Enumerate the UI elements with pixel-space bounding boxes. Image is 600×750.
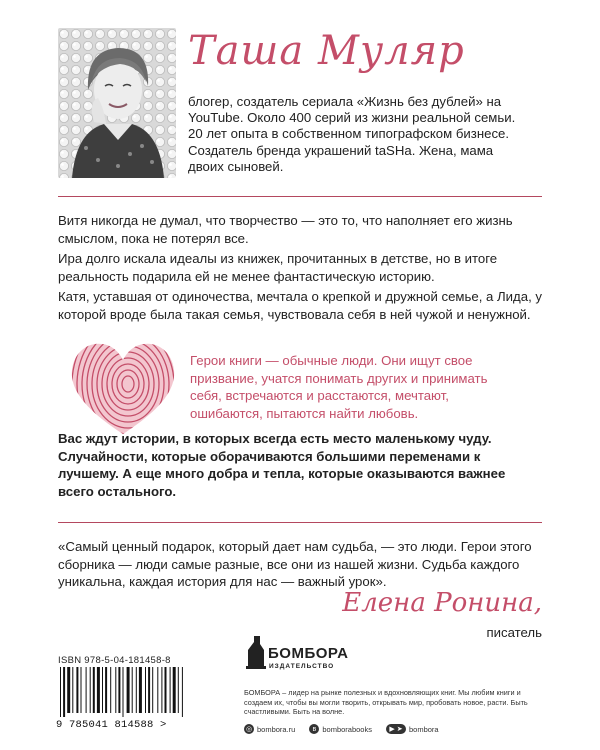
- barcode-bar: [118, 667, 120, 713]
- barcode-bar: [127, 667, 130, 713]
- social-label: bombora: [408, 724, 439, 734]
- social-link-vk[interactable]: [309, 724, 372, 734]
- fingerprint-heart-icon: [66, 338, 180, 440]
- author-name: Таша Муляр: [188, 28, 465, 74]
- social-link-telegram[interactable]: [386, 724, 439, 734]
- barcode-bar: [110, 667, 111, 713]
- barcode-bar: [72, 667, 73, 713]
- barcode-bar: [105, 667, 107, 713]
- highlight-paragraph: Герои книги — обычные люди. Они ищут свое призвание, учатся понимать других и принимать себя, встречаются и расстаются, мечтают, ошибаются, пытаются найти любовь.: [190, 353, 488, 421]
- divider-top: [58, 196, 542, 197]
- social-label: bomborabooks: [322, 724, 372, 734]
- bombora-logo-icon: [244, 636, 268, 670]
- barcode-bar: [148, 667, 150, 713]
- isbn-label: ISBN 978-5-04-181458-8: [58, 655, 171, 666]
- publisher-logo: [244, 636, 354, 682]
- author-photo: [58, 28, 176, 178]
- barcode-bar: [173, 667, 176, 713]
- barcode: [58, 667, 210, 717]
- barcode-bar: [81, 667, 82, 713]
- story-paragraph-2: Ира долго искала идеалы из книжек, прочитанных в детстве, но в итоге реальность подарила ей не менее фантастическую историю.: [58, 251, 498, 284]
- barcode-bar: [139, 667, 142, 713]
- quote-author-role: писатель: [486, 625, 542, 640]
- barcode-bar: [86, 667, 87, 713]
- social-link-site[interactable]: [244, 724, 295, 734]
- barcode-bar: [178, 667, 179, 713]
- barcode-bar: [90, 667, 91, 713]
- barcode-bar: [102, 667, 103, 713]
- publisher-socials: [244, 722, 544, 736]
- barcode-bar: [60, 667, 61, 717]
- social-label: bombora.ru: [257, 724, 296, 734]
- bold-paragraph: Вас ждут истории, в которых всегда есть место маленькому чуду. Случайности, которые оборачиваются большими переменами к лучшему. А еще много добра и тепла, которые оказываются важнее всего остального.: [58, 431, 506, 499]
- publisher-name: БОМБОРА: [268, 645, 349, 662]
- barcode-bar: [132, 667, 133, 713]
- barcode-digits: 9 785041 814588 >: [56, 719, 167, 731]
- barcode-bar: [182, 667, 183, 717]
- barcode-bar: [161, 667, 162, 713]
- story-paragraph-3: Катя, уставшая от одиночества, мечтала о крепкой и дружной семье, а Лида, у которой вроде была такая семья, чувствовала себя в ней чужой и ненужной.: [58, 289, 542, 322]
- author-bio: блогер, создатель сериала «Жизнь без дублей» на YouTube. Около 400 серий из жизни реальной семьи. 20 лет опыта в собственном типографском бизнесе. Создатель бренда украшений taSHa. Жена, мама двоих сыновей.: [188, 94, 516, 174]
- barcode-bar: [136, 667, 137, 713]
- telegram-icon: ▶ ➤: [386, 724, 406, 734]
- barcode-bar: [157, 667, 158, 713]
- barcode-bar: [67, 667, 70, 713]
- story-paragraph-1: Витя никогда не думал, что творчество — это то, что наполняет его жизнь смыслом, пока не потерял все.: [58, 213, 513, 246]
- review-quote: «Самый ценный подарок, который дает нам судьба, — это люди. Герои этого сборника — люди самые разные, все они из нашей жизни. Судьба каждого уникальна, каждая история для нас — важный урок».: [58, 539, 532, 589]
- vk-icon: в: [309, 724, 319, 734]
- barcode-bar: [145, 667, 146, 713]
- barcode-bar: [115, 667, 116, 713]
- quote-author-signature: Елена Ронина,: [342, 588, 542, 618]
- barcode-bar: [93, 667, 95, 713]
- barcode-bar: [63, 667, 65, 717]
- publisher-subtitle: ИЗДАТЕЛЬСТВО: [269, 663, 335, 670]
- publisher-note: БОМБОРА – лидер на рынке полезных и вдохновляющих книг. Мы любим книги и создаем их, чтобы вы могли творить, открывать мир, пробовать новое, расти. Быть счастливыми. Быть на волне.: [244, 688, 528, 717]
- barcode-bar: [97, 667, 100, 713]
- barcode-bar: [170, 667, 171, 713]
- barcode-bar: [76, 667, 78, 713]
- instagram-icon: ◎: [245, 725, 253, 733]
- barcode-bar: [152, 667, 153, 713]
- divider-bottom: [58, 522, 542, 523]
- barcode-bar: [165, 667, 167, 713]
- barcode-bar: [123, 667, 124, 717]
